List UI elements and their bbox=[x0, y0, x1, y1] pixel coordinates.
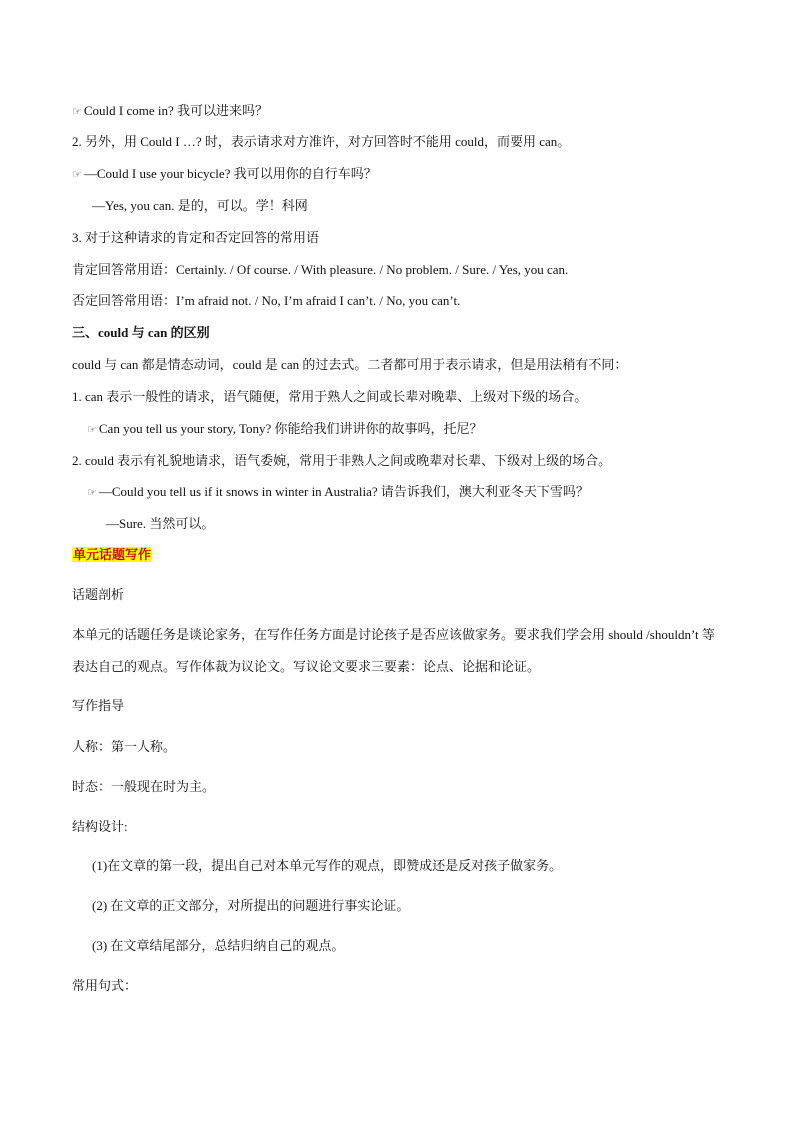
paragraph: 常用句式： bbox=[72, 978, 138, 993]
list-item: (2) 在文章的正文部分，对所提出的问题进行事实论证。 bbox=[92, 898, 410, 913]
example-line bbox=[87, 483, 589, 502]
pointing-hand-icon: ☞ bbox=[72, 168, 82, 181]
paragraph: 1. can 表示一般性的请求，语气随便，常用于熟人之间或长辈对晚辈、上级对下级的场合。 bbox=[72, 389, 588, 404]
paragraph: 本单元的话题任务是谈论家务，在写作任务方面是讨论孩子是否应该做家务。要求我们学会用 should /shouldn’t 等表达自己的观点。写作体裁为议论文。写议论文要求三要素：论点、论据和论证。 bbox=[72, 627, 715, 674]
pointing-hand-icon: ☞ bbox=[72, 105, 82, 118]
example-line bbox=[87, 420, 483, 439]
paragraph: could 与 can 都是情态动词，could 是 can 的过去式。二者都可用于表示请求，但是用法稍有不同： bbox=[72, 357, 628, 372]
paragraph: 人称：第一人称。 bbox=[72, 739, 177, 754]
pointing-hand-icon: ☞ bbox=[87, 423, 97, 436]
section-heading: 三、could 与 can 的区别 bbox=[72, 325, 210, 340]
subheading: 写作指导 bbox=[72, 698, 125, 713]
example-text: —Could you tell us if it snows in winter in Australia? 请告诉我们，澳大利亚冬天下雪吗？ bbox=[98, 484, 589, 499]
list-item: (3) 在文章结尾部分，总结归纳自己的观点。 bbox=[92, 938, 345, 953]
example-text: Could I come in? 我可以进来吗？ bbox=[83, 103, 269, 118]
section-heading-highlighted bbox=[72, 546, 152, 564]
example-text: Can you tell us your story, Tony? 你能给我们讲讲你的故事吗，托尼？ bbox=[98, 421, 483, 436]
pointing-hand-icon: ☞ bbox=[87, 486, 97, 499]
paragraph: 时态：一般现在时为主。 bbox=[72, 779, 216, 794]
example-answer: —Sure. 当然可以。 bbox=[106, 516, 215, 531]
highlighted-title: 单元话题写作 bbox=[73, 547, 152, 562]
paragraph: 3. 对于这种请求的肯定和否定回答的常用语 bbox=[72, 230, 320, 245]
subheading: 话题剖析 bbox=[72, 587, 125, 602]
paragraph: 结构设计: bbox=[72, 819, 128, 834]
paragraph: 2. 另外，用 Could I …? 时，表示请求对方准许，对方回答时不能用 could，而要用 can。 bbox=[72, 134, 571, 149]
example-line bbox=[72, 102, 268, 121]
example-answer: —Yes, you can. 是的，可以。学！科网 bbox=[92, 198, 308, 213]
paragraph: 肯定回答常用语：Certainly. / Of course. / With pleasure. / No problem. / Sure. / Yes, you can. bbox=[72, 262, 569, 277]
example-line bbox=[72, 165, 377, 184]
paragraph: 否定回答常用语：I’m afraid not. / No, I’m afraid I can’t. / No, you can’t. bbox=[72, 293, 461, 308]
paragraph: 2. could 表示有礼貌地请求，语气委婉，常用于非熟人之间或晚辈对长辈、下级对上级的场合。 bbox=[72, 453, 612, 468]
example-text: —Could I use your bicycle? 我可以用你的自行车吗？ bbox=[83, 166, 377, 181]
list-item: (1)在文章的第一段，提出自己对本单元写作的观点，即赞成还是反对孩子做家务。 bbox=[92, 858, 563, 873]
